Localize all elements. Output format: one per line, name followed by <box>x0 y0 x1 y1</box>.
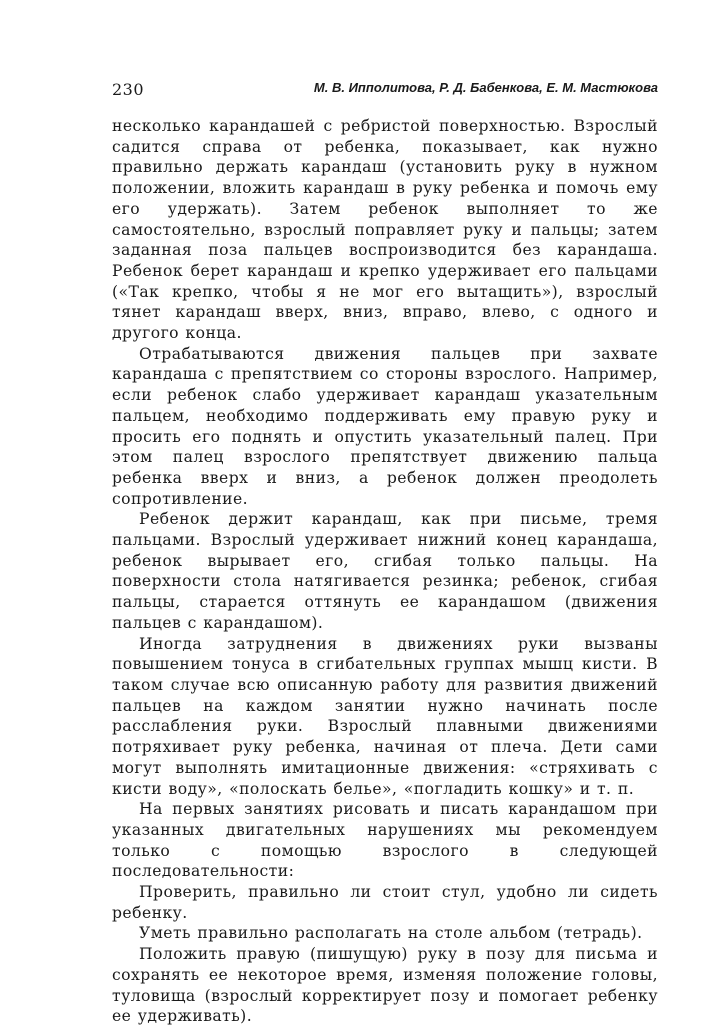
paragraph-continued: несколько карандашей с ребристой поверхностью. Взрослый садится справа от ребенка, показывает, как нужно правильно держать карандаш (установить руку в нужном положении, вложить карандаш в руку ребенка и помочь ему его удержать). Затем ребенок выполняет то же самостоятельно, взрослый поправляет руку и пальцы; затем заданная поза пальцев воспроизводится без карандаша. Ребенок берет карандаш и крепко удерживает его пальцами («Так крепко, чтобы я не мог его вытащить»), взрослый тянет карандаш вверх, вниз, вправо, влево, с одного и другого конца. <box>112 117 658 343</box>
paragraph: Ребенок держит карандаш, как при письме, тремя пальцами. Взрослый удерживает нижний конец карандаша, ребенок вырывает его, сгибая только пальцы. На поверхности стола натягивается резинка; ребенок, сгибая пальцы, старается оттянуть ее карандашом (движения пальцев с карандашом). <box>112 510 658 632</box>
body-text <box>112 116 658 1027</box>
paragraph: Положить правую (пишущую) руку в позу для письма и сохранять ее некоторое время, изменяя положение головы, туловища (взрослый корректирует позу и помогает ребенку ее удерживать). <box>112 945 658 1026</box>
paragraph: Иногда затруднения в движениях руки вызваны повышением тонуса в сгибательных группах мышц кисти. В таком случае всю описанную работу для развития движений пальцев на каждом занятии нужно начинать после расслабления руки. Взрослый плавными движениями потряхивает руку ребенка, начиная от плеча. Дети сами могут выполнять имитационные движения: «стряхивать с кисти воду», «полоскать белье», «погладить кошку» и т. п. <box>112 634 658 798</box>
book-page <box>112 70 658 1027</box>
running-head-authors: М. В. Ипполитова, Р. Д. Бабенкова, Е. М. Мастюкова <box>313 80 658 95</box>
page-header <box>112 70 658 110</box>
page-number: 230 <box>112 80 145 99</box>
paragraph: На первых занятиях рисовать и писать карандашом при указанных двигательных нарушениях мы рекомендуем только с помощью взрослого в следующей последовательности: <box>112 800 658 881</box>
paragraph: Уметь правильно располагать на столе альбом (тетрадь). <box>139 924 643 943</box>
paragraph: Отрабатываются движения пальцев при захвате карандаша с препятствием со стороны взрослого. Например, если ребенок слабо удерживает карандаш указательным пальцем, необходимо поддерживать ему правую руку и просить его поднять и опустить указательный палец. При этом палец взрослого препятствует движению пальца ребенка вверх и вниз, а ребенок должен преодолеть сопротивление. <box>112 344 658 508</box>
paragraph: Проверить, правильно ли стоит стул, удобно ли сидеть ребенку. <box>112 883 658 922</box>
